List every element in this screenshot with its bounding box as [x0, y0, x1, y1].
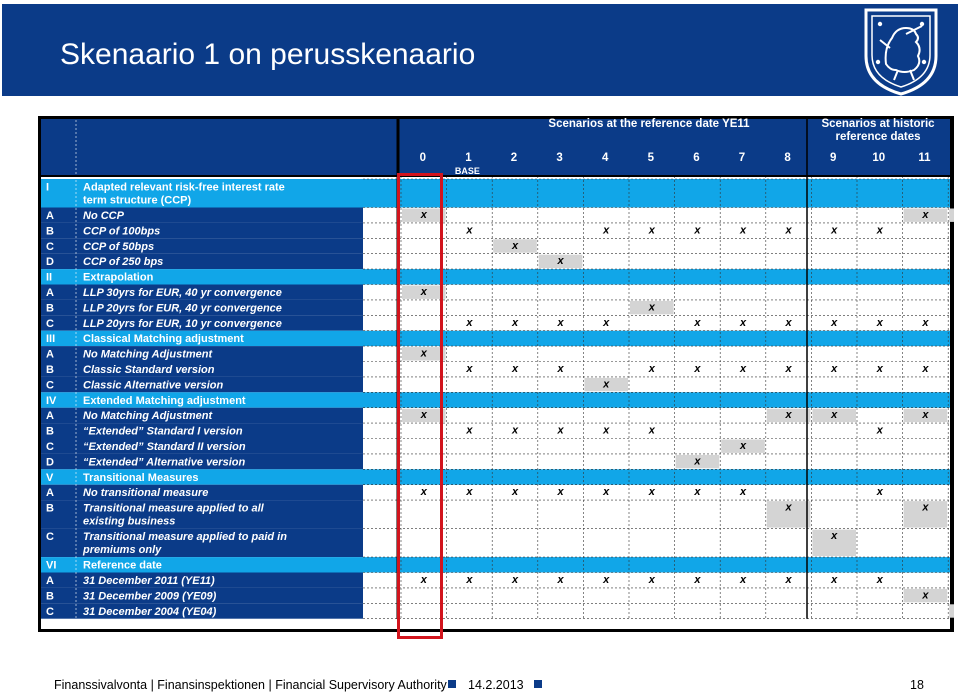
column-header-10: 10	[872, 152, 886, 164]
section-number: III	[46, 333, 56, 346]
scenario-mark: x	[785, 363, 792, 375]
column-header-11: 11	[918, 152, 931, 164]
row-label: Transitional measure applied to paid in	[83, 531, 287, 544]
scenario-mark: x	[648, 424, 655, 437]
scenario-mark: x	[603, 316, 610, 329]
scenario-mark: x	[603, 574, 610, 586]
section-title: Reference date	[83, 559, 162, 572]
section-number: IV	[46, 394, 57, 407]
footer-date: 14.2.2013	[468, 678, 524, 692]
row-code: A	[46, 575, 54, 587]
column-header-8: 8	[784, 152, 791, 164]
row-label: LLP 20yrs for EUR, 40 yr convergence	[83, 302, 282, 315]
scenario-mark: x	[557, 316, 564, 329]
scenario-mark: x	[876, 424, 883, 437]
group-header-historic: Scenarios at historic	[821, 118, 935, 130]
group-header-historic-line2: reference dates	[835, 131, 921, 143]
scenario-mark: x	[603, 424, 610, 437]
table-header-background	[41, 119, 950, 176]
title-bar	[2, 4, 958, 96]
row-label: “Extended” Standard I version	[83, 425, 243, 438]
scenario-mark: x	[466, 363, 473, 375]
scenario-table	[38, 116, 954, 632]
base-scenario-highlight	[397, 173, 443, 639]
section-title: Extended Matching adjustment	[83, 394, 246, 407]
scenario-mark: x	[557, 486, 564, 499]
scenario-mark: x	[603, 486, 610, 499]
scenario-mark: x	[831, 316, 838, 329]
group-header-ye11: Scenarios at the reference date YE11	[548, 118, 750, 130]
row-label: LLP 20yrs for EUR, 10 yr convergence	[83, 317, 282, 330]
scenario-mark: x	[603, 224, 610, 237]
scenario-mark: x	[557, 574, 564, 586]
scenario-mark: x	[420, 409, 427, 422]
row-code: D	[46, 456, 54, 469]
scenario-mark: x	[831, 530, 838, 543]
scenario-mark: x	[739, 440, 747, 452]
column-header-0: 0	[419, 152, 427, 164]
row-code: B	[46, 425, 54, 438]
scenario-mark: x	[922, 589, 929, 602]
row-label: CCP of 250 bps	[83, 256, 164, 269]
scenario-mark: x	[466, 316, 473, 329]
scenario-mark: x	[694, 455, 701, 468]
scenario-mark: x	[739, 224, 747, 237]
scenario-mark: x	[739, 316, 747, 329]
row-code: B	[46, 502, 54, 515]
section-title: Classical Matching adjustment	[83, 333, 244, 346]
scenario-mark: x	[922, 363, 929, 375]
row-code: C	[46, 441, 54, 453]
row-code: A	[46, 410, 54, 423]
section-number: II	[46, 271, 53, 284]
row-label: No CCP	[83, 210, 124, 222]
scenario-mark: x	[511, 363, 519, 375]
column-header-4: 4	[601, 152, 609, 164]
scenario-mark: x	[694, 224, 701, 237]
scenario-mark: x	[739, 574, 747, 586]
section-number: V	[46, 471, 54, 484]
square-bullet-icon	[448, 680, 456, 688]
section-title: term structure (CCP)	[83, 194, 192, 207]
section-title: Transitional Measures	[83, 471, 199, 484]
scenario-mark: x	[648, 574, 655, 586]
row-code: B	[46, 302, 54, 315]
square-bullet-icon	[534, 680, 542, 688]
scenario-mark: x	[420, 286, 427, 298]
scenario-mark: x	[557, 424, 564, 437]
row-label: Classic Alternative version	[83, 379, 224, 392]
row-label: No Matching Adjustment	[83, 348, 213, 361]
scenario-mark: x	[511, 316, 519, 329]
row-code: A	[46, 487, 54, 500]
scenario-mark: x	[603, 378, 610, 391]
slide-header	[0, 0, 960, 100]
scenario-mark: x	[420, 486, 427, 499]
scenario-mark: x	[511, 574, 519, 586]
row-label: Transitional measure applied to all	[83, 502, 264, 515]
column-header-6: 6	[693, 152, 700, 164]
slide-title: Skenaario 1 on perusskenaario	[60, 38, 476, 71]
scenario-mark: x	[922, 209, 929, 221]
row-code: C	[46, 240, 54, 253]
row-label: “Extended” Standard II version	[83, 441, 246, 453]
row-code: B	[46, 225, 54, 238]
scenario-mark: x	[876, 316, 883, 329]
scenario-mark: x	[785, 316, 792, 329]
scenario-mark: x	[420, 209, 427, 221]
shaded-cell	[949, 604, 954, 617]
scenario-mark: x	[922, 501, 929, 514]
row-code: C	[46, 605, 54, 618]
row-label: CCP of 100bps	[83, 225, 161, 238]
scenario-mark: x	[739, 486, 747, 499]
scenario-mark: x	[466, 224, 473, 237]
scenario-mark: x	[648, 301, 655, 314]
scenario-mark: x	[694, 486, 701, 499]
scenario-mark: x	[694, 363, 701, 375]
scenario-mark: x	[831, 574, 838, 586]
column-header-9: 9	[829, 152, 837, 164]
scenario-mark: x	[511, 239, 519, 252]
page-number: 18	[910, 678, 924, 692]
section-band-II	[41, 269, 950, 284]
scenario-mark: x	[876, 486, 883, 499]
section-title: Adapted relevant risk-free interest rate	[83, 181, 285, 194]
scenario-mark: x	[922, 409, 929, 422]
row-code: C	[46, 317, 54, 330]
column-header-7: 7	[738, 152, 746, 164]
scenario-mark: x	[694, 574, 701, 586]
footer-organization: Finanssivalvonta | Finansinspektionen | Financial Supervisory Authority	[54, 678, 447, 692]
row-code: C	[46, 379, 54, 392]
scenario-mark: x	[694, 316, 701, 329]
scenario-mark: x	[511, 424, 519, 437]
scenario-mark: x	[466, 486, 473, 499]
scenario-mark: x	[785, 224, 792, 237]
section-title: Extrapolation	[83, 271, 154, 284]
scenario-mark: x	[785, 501, 792, 514]
finnish-lion-crest-icon	[860, 4, 942, 96]
scenario-mark: x	[557, 363, 564, 375]
scenario-mark: x	[785, 574, 792, 586]
scenario-mark: x	[511, 486, 519, 499]
scenario-mark: x	[831, 224, 838, 237]
slide-footer	[0, 668, 960, 699]
row-label: 31 December 2004 (YE04)	[83, 605, 217, 618]
row-label: premiums only	[83, 544, 162, 557]
scenario-mark: x	[876, 363, 883, 375]
scenario-mark: x	[466, 424, 473, 437]
section-number: I	[46, 181, 50, 194]
row-label: No Matching Adjustment	[83, 410, 213, 423]
scenario-mark: x	[648, 486, 655, 499]
row-label: No transitional measure	[83, 487, 209, 500]
scenario-mark: x	[831, 363, 838, 375]
row-code: B	[46, 590, 54, 603]
row-label: CCP of 50bps	[83, 240, 155, 253]
section-number: VI	[46, 559, 57, 572]
scenario-mark: x	[557, 255, 564, 268]
row-label: “Extended” Alternative version	[83, 456, 246, 469]
scenario-mark: x	[922, 316, 929, 329]
scenario-mark: x	[466, 574, 473, 586]
scenario-mark: x	[876, 574, 883, 586]
row-code: A	[46, 210, 54, 222]
column-header-5: 5	[647, 152, 655, 164]
row-code: B	[46, 364, 54, 376]
scenario-mark: x	[648, 363, 655, 375]
row-code: A	[46, 287, 54, 299]
scenario-mark: x	[739, 363, 747, 375]
scenario-mark: x	[876, 224, 883, 237]
row-label: 31 December 2011 (YE11)	[83, 575, 215, 587]
scenario-mark: x	[648, 224, 655, 237]
row-label: 31 December 2009 (YE09)	[83, 590, 217, 603]
scenario-mark: x	[420, 574, 427, 586]
section-band-VI	[41, 557, 950, 572]
row-label: Classic Standard version	[83, 364, 215, 376]
row-label: existing business	[83, 515, 176, 528]
column-header-2: 2	[510, 152, 518, 164]
scenario-mark: x	[420, 347, 427, 360]
scenario-mark: x	[831, 409, 838, 422]
column-header-3: 3	[556, 152, 563, 164]
row-code: D	[46, 256, 54, 269]
column-header-1: 1	[465, 152, 472, 164]
row-label: LLP 30yrs for EUR, 40 yr convergence	[83, 287, 282, 299]
scenario-mark: x	[785, 409, 792, 422]
shaded-cell	[949, 209, 954, 222]
row-code: C	[46, 531, 54, 544]
row-code: A	[46, 348, 54, 361]
base-label: BASE	[454, 166, 480, 176]
